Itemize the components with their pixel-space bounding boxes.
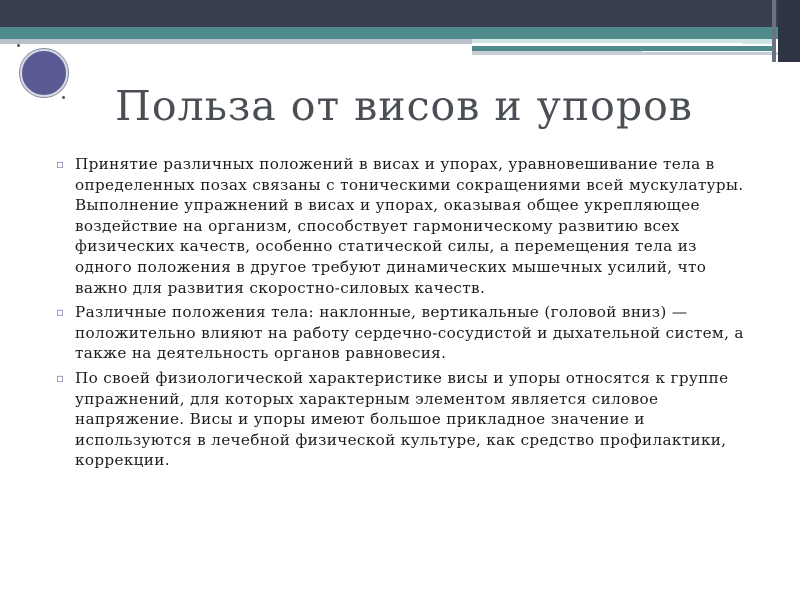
decor-dot-top (17, 44, 20, 47)
bullet-text: По своей физиологической характеристике висы и упоры относятся к группе упражнений, для которых характерным элементом является силовое напряжение. Висы и упоры имеют большое прикладное значение и используются в лечебной физической культуре, как средство профилактики, коррекции. (75, 368, 729, 470)
bullet-marker-icon: ▫ (56, 370, 65, 385)
bullet-text: Различные положения тела: наклонные, вертикальные (головой вниз) — положительно влияют на работу сердечно-сосудистой и дыхательной систем, а также на деятельность органов равновесия. (75, 303, 744, 363)
bullet-item (56, 368, 756, 471)
bullet-marker-icon: ▫ (56, 157, 65, 171)
header-light-band (0, 39, 472, 44)
bullet-text: Принятие различных положений в висах и упорах, уравновешивание тела в определенных позах связаны с тоническими сокращениями всей мускулатуры. Выполнение упражнений в висах и упорах, оказывая общее укрепляющее воздействие на организм, способствует гармоническому развитию всех физических качеств, особенно статической силы, а перемещения тела из одного положения в другое требуют динамических мышечных усилий, что важно для развития скоростно-силовых качеств. (75, 155, 744, 297)
header-right-block (778, 0, 800, 62)
header-teal-band (0, 27, 800, 39)
bullet-item (56, 154, 756, 298)
header-gray-line (642, 52, 778, 55)
bullet-marker-icon: ▫ (56, 305, 65, 320)
bullet-item (56, 302, 756, 364)
header-right-strip (772, 0, 776, 62)
header-dark-band (0, 0, 800, 27)
slide-title: Польза от висов и упоров (115, 82, 693, 130)
header-gray-low-band (472, 51, 642, 55)
bullet-list (56, 154, 756, 475)
header-white-line (472, 43, 742, 46)
